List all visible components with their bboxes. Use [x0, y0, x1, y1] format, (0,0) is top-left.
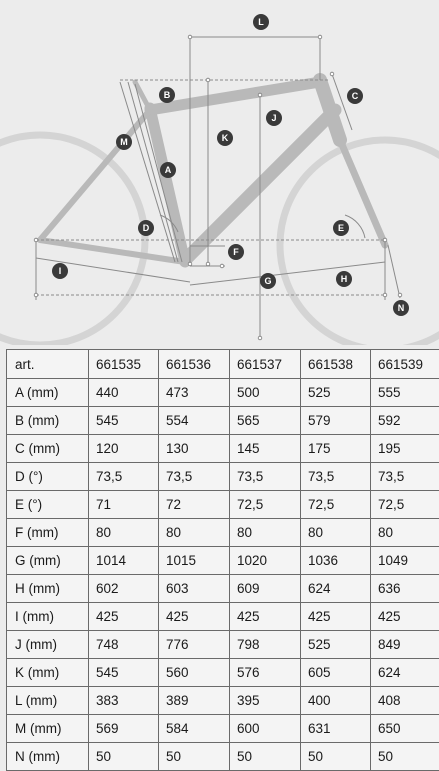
dimension-lines — [36, 37, 400, 340]
svg-text:N: N — [398, 303, 405, 313]
table-cell: 584 — [159, 715, 230, 743]
table-cell: 73,5 — [301, 463, 371, 491]
svg-text:D: D — [143, 223, 150, 233]
dimension-marker-l — [253, 14, 269, 30]
table-cell: 525 — [301, 631, 371, 659]
table-cell: 849 — [371, 631, 439, 659]
table-cell: 130 — [159, 435, 230, 463]
row-label: H (mm) — [7, 575, 89, 603]
svg-text:F: F — [233, 247, 239, 257]
dimension-ticks — [34, 35, 402, 340]
dimension-marker-m — [116, 134, 132, 150]
table-cell: 545 — [89, 407, 159, 435]
table-cell: 50 — [230, 743, 301, 771]
table-cell: 408 — [371, 687, 439, 715]
table-cell: 1049 — [371, 547, 439, 575]
table-cell: 650 — [371, 715, 439, 743]
row-label: E (°) — [7, 491, 89, 519]
table-cell: 631 — [301, 715, 371, 743]
table-row — [7, 379, 439, 407]
dimension-marker-j — [266, 110, 282, 126]
svg-text:I: I — [59, 266, 62, 276]
table-row — [7, 491, 439, 519]
table-header-row — [7, 350, 439, 379]
dimension-marker-k — [217, 130, 233, 146]
dimension-marker-h — [336, 271, 352, 287]
svg-text:C: C — [352, 91, 359, 101]
table-cell: 71 — [89, 491, 159, 519]
table-row — [7, 519, 439, 547]
row-label: B (mm) — [7, 407, 89, 435]
table-cell: 1014 — [89, 547, 159, 575]
table-cell: 195 — [371, 435, 439, 463]
table-cell: 603 — [159, 575, 230, 603]
table-cell: 425 — [89, 603, 159, 631]
row-label: N (mm) — [7, 743, 89, 771]
row-label: K (mm) — [7, 659, 89, 687]
header-article: 661539 — [371, 350, 439, 379]
table-cell: 1020 — [230, 547, 301, 575]
table-cell: 73,5 — [371, 463, 439, 491]
table-row — [7, 631, 439, 659]
dimension-marker-d — [138, 220, 154, 236]
table-row — [7, 715, 439, 743]
table-cell: 555 — [371, 379, 439, 407]
table-cell: 473 — [159, 379, 230, 407]
header-label: art. — [7, 350, 89, 379]
dimension-marker-e — [333, 220, 349, 236]
table-cell: 500 — [230, 379, 301, 407]
table-row — [7, 463, 439, 491]
table-cell: 400 — [301, 687, 371, 715]
table-cell: 80 — [371, 519, 439, 547]
table-cell: 776 — [159, 631, 230, 659]
table-cell: 592 — [371, 407, 439, 435]
table-cell: 579 — [301, 407, 371, 435]
table-cell: 525 — [301, 379, 371, 407]
svg-text:A: A — [165, 165, 172, 175]
table-row — [7, 603, 439, 631]
table-cell: 73,5 — [89, 463, 159, 491]
row-label: I (mm) — [7, 603, 89, 631]
row-label: J (mm) — [7, 631, 89, 659]
table-cell: 73,5 — [159, 463, 230, 491]
svg-text:B: B — [164, 90, 171, 100]
table-row — [7, 547, 439, 575]
table-cell: 425 — [301, 603, 371, 631]
dimension-marker-a — [160, 162, 176, 178]
table-cell: 565 — [230, 407, 301, 435]
table-cell: 798 — [230, 631, 301, 659]
table-cell: 425 — [230, 603, 301, 631]
table-cell: 50 — [371, 743, 439, 771]
table-cell: 80 — [301, 519, 371, 547]
table-cell: 560 — [159, 659, 230, 687]
row-label: G (mm) — [7, 547, 89, 575]
table-cell: 72,5 — [230, 491, 301, 519]
table-cell: 175 — [301, 435, 371, 463]
table-cell: 73,5 — [230, 463, 301, 491]
table-row — [7, 743, 439, 771]
table-row — [7, 687, 439, 715]
table-cell: 145 — [230, 435, 301, 463]
svg-text:K: K — [222, 133, 229, 143]
table-cell: 425 — [371, 603, 439, 631]
svg-text:G: G — [264, 276, 271, 286]
table-row — [7, 435, 439, 463]
dimension-marker-n — [393, 300, 409, 316]
bike-frame — [40, 80, 385, 262]
table-cell: 636 — [371, 575, 439, 603]
table-cell: 80 — [89, 519, 159, 547]
table-cell: 425 — [159, 603, 230, 631]
table-cell: 1036 — [301, 547, 371, 575]
svg-text:L: L — [258, 17, 264, 27]
table-row — [7, 659, 439, 687]
table-cell: 624 — [371, 659, 439, 687]
table-cell: 72 — [159, 491, 230, 519]
table-cell: 80 — [159, 519, 230, 547]
row-label: D (°) — [7, 463, 89, 491]
row-label: F (mm) — [7, 519, 89, 547]
table-cell: 554 — [159, 407, 230, 435]
header-article: 661538 — [301, 350, 371, 379]
svg-text:H: H — [341, 274, 348, 284]
table-cell: 80 — [230, 519, 301, 547]
table-cell: 1015 — [159, 547, 230, 575]
table-cell: 50 — [89, 743, 159, 771]
table-cell: 602 — [89, 575, 159, 603]
table-cell: 545 — [89, 659, 159, 687]
dimension-marker-i — [52, 263, 68, 279]
table-cell: 50 — [159, 743, 230, 771]
header-article: 661535 — [89, 350, 159, 379]
table-cell: 383 — [89, 687, 159, 715]
table-cell: 440 — [89, 379, 159, 407]
table-cell: 389 — [159, 687, 230, 715]
table-cell: 72,5 — [301, 491, 371, 519]
row-label: A (mm) — [7, 379, 89, 407]
table-cell: 72,5 — [371, 491, 439, 519]
dimension-marker-f — [228, 244, 244, 260]
table-cell: 600 — [230, 715, 301, 743]
svg-text:M: M — [120, 137, 128, 147]
dimension-marker-c — [347, 88, 363, 104]
table-cell: 576 — [230, 659, 301, 687]
row-label: M (mm) — [7, 715, 89, 743]
geometry-table — [6, 349, 439, 771]
table-cell: 120 — [89, 435, 159, 463]
table-cell: 569 — [89, 715, 159, 743]
table-cell: 605 — [301, 659, 371, 687]
bike-geometry-diagram — [0, 0, 439, 345]
dimension-marker-g — [260, 273, 276, 289]
header-article: 661537 — [230, 350, 301, 379]
table-cell: 624 — [301, 575, 371, 603]
table-row — [7, 407, 439, 435]
table-cell: 748 — [89, 631, 159, 659]
header-article: 661536 — [159, 350, 230, 379]
front-wheel — [280, 140, 439, 345]
row-label: L (mm) — [7, 687, 89, 715]
table-row — [7, 575, 439, 603]
dimension-marker-b — [159, 87, 175, 103]
table-cell: 50 — [301, 743, 371, 771]
table-cell: 609 — [230, 575, 301, 603]
table-cell: 395 — [230, 687, 301, 715]
svg-text:E: E — [338, 223, 344, 233]
svg-text:J: J — [271, 113, 276, 123]
row-label: C (mm) — [7, 435, 89, 463]
